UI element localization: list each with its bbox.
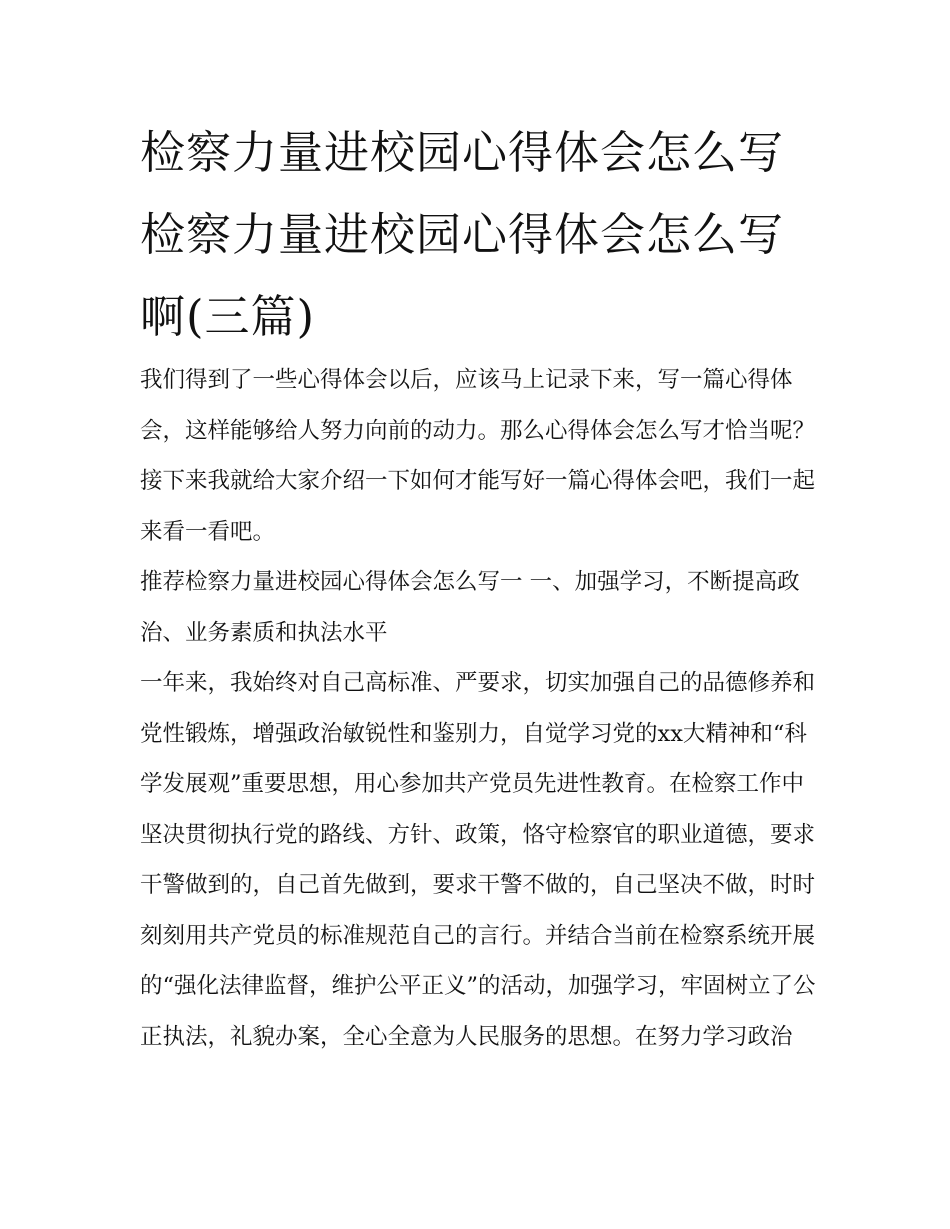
document-body — [140, 355, 820, 1062]
intro-paragraph: 我们得到了一些心得体会以后，应该马上记录下来，写一篇心得体会，这样能够给人努力向前的动力。那么心得体会怎么写才恰当呢？接下来我就给大家介绍一下如何才能写好一篇心得体会吧，我们一起来看一看吧。 — [140, 367, 816, 545]
body-paragraph: 一年来，我始终对自己高标准、严要求，切实加强自己的品德修养和党性锻炼，增强政治敏锐性和鉴别力，自觉学习党的xx大精神和“科学发展观”重要思想，用心参加共产党员先进性教育。在检察工作中坚决贯彻执行党的路线、方针、政策，恪守检察官的职业道德，要求干警做到的，自己首先做到，要求干警不做的，自己坚决不做，时时刻刻用共产党员的标准规范自己的言行。并结合当前在检察系统开展的“强化法律监督，维护公平正义”的活动，加强学习，牢固树立了公正执法，礼貌办案，全心全意为人民服务的思想。在努力学习政治 — [140, 670, 816, 1050]
section-heading-paragraph: 推荐检察力量进校园心得体会怎么写一 一、加强学习，不断提高政治、业务素质和执法水平 — [140, 569, 800, 646]
document-title: 检察力量进校园心得体会怎么写 检察力量进校园心得体会怎么写啊(三篇) — [140, 126, 785, 343]
